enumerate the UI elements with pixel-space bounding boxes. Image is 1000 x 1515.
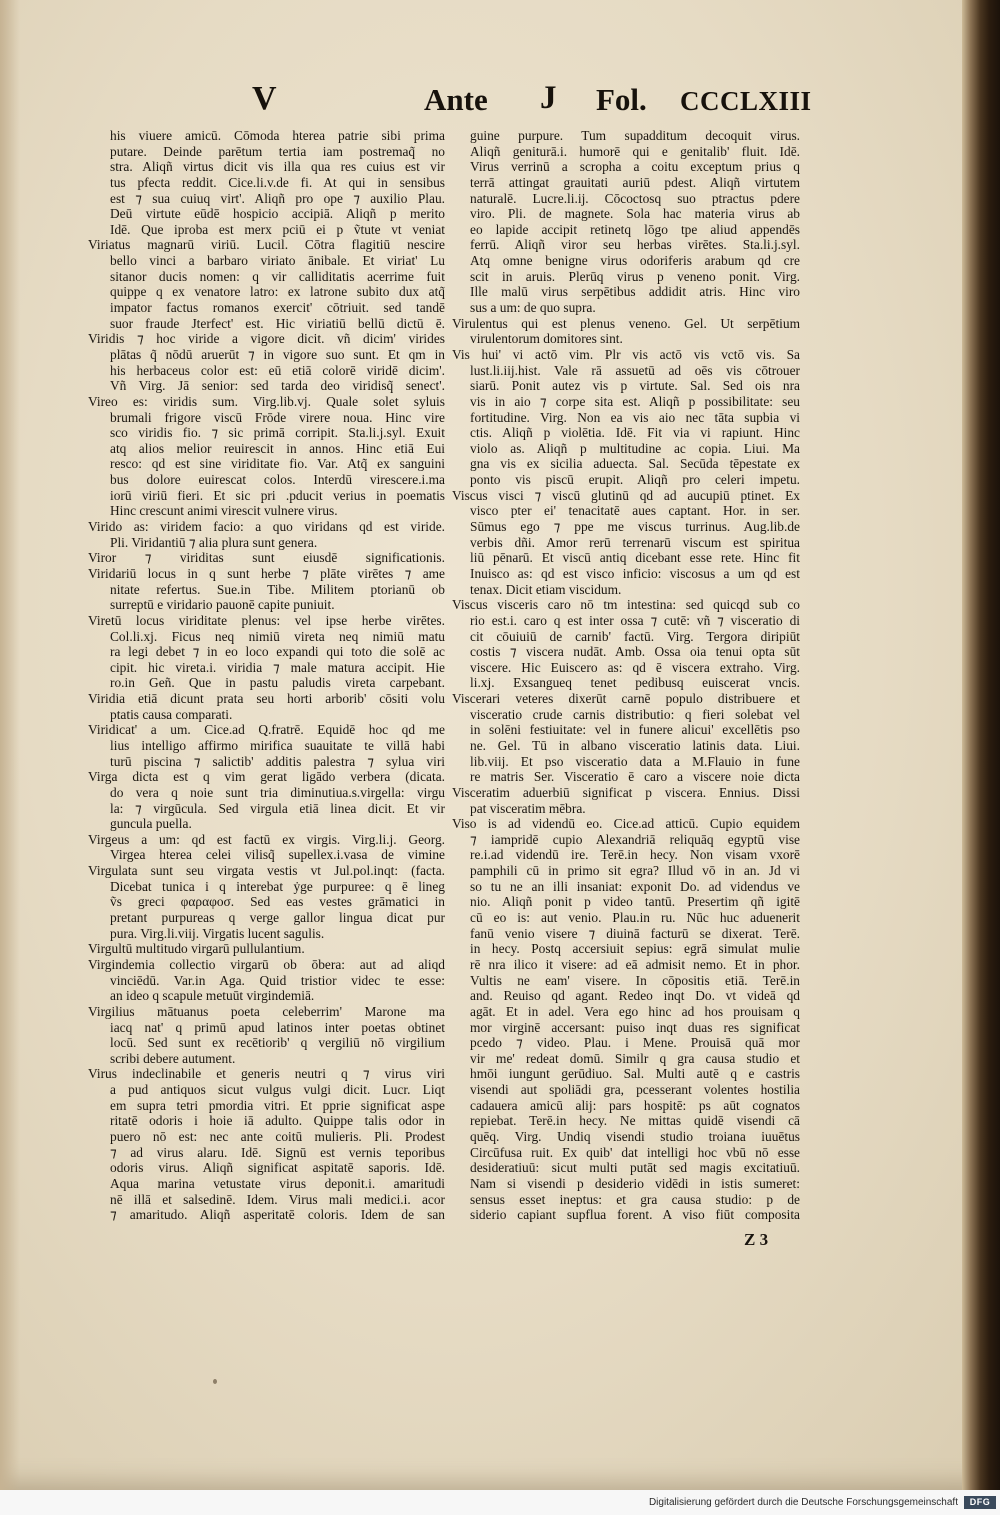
dictionary-entry <box>88 394 445 519</box>
text-line: Ille malū virus serpētibus addidit atris. Hinc viro <box>470 284 800 300</box>
text-line: re.i.ad videndū ire. Terē.in hecy. Non visam vxorē <box>470 847 800 863</box>
text-line: viro. Pli. de magnete. Sola hac materia virus ab <box>470 206 800 222</box>
dictionary-entry <box>88 519 445 550</box>
text-line: Aliqñ geniturā.i. humorē qui e genitalib' fluit. Idē. <box>470 143 800 159</box>
text-line: puero nō est: nec ante coitū mulieris. Pli. Prodest <box>110 1129 445 1144</box>
text-line: do vera q noie sunt tria diminutiua.s.virgella: virgu <box>110 784 445 800</box>
text-line: Sūmus ego ⁊ ppe me viscus turrinus. Aug.lib.de <box>470 519 800 535</box>
text-line: scribi debere autument. <box>110 1050 236 1066</box>
text-line: lib.viij. Et pso visceratio data a M.Flauio in fune <box>470 753 800 769</box>
text-line: agāt. Et in adel. Vera ego hinc ad hos prouisam q <box>470 1003 800 1019</box>
dictionary-entry <box>452 597 800 691</box>
text-line: em supra tetri pmordia vitri. Et pprie significat aspe <box>110 1097 445 1113</box>
funding-notice: Digitalisierung gefördert durch die Deutsche Forschungsgemeinschaft <box>648 1497 958 1508</box>
text-line: desideratiuū: sicut multi putāt sed magis excitatiuū. <box>470 1160 800 1176</box>
text-line: his herbaceus color est: eū etiā colorē viridē dicim'. <box>110 362 445 378</box>
text-line: sitanor ducis nomen: q vir calliditatis acerrime fuit <box>110 268 445 284</box>
folio-label: Fol. <box>596 82 647 117</box>
text-line: Atq omne benigne virus odoriferis arabum qd cre <box>470 253 800 269</box>
text-line: eo lapide accipit retinetq lōgo tpe aliud appendēs <box>470 221 800 237</box>
dictionary-entry <box>452 691 800 785</box>
entry-headline: Virga dicta est q vim gerat ligādo verbera (dicata. <box>88 769 445 785</box>
text-line: Hinc crescunt animi virescit vulnere virus. <box>110 503 338 519</box>
text-line: cit cōuiuiū de carnib' factū. Virg. Tergora diripiūt <box>470 628 800 644</box>
entry-headline: Virgultū multitudo virgarū pullulantium. <box>88 941 305 957</box>
text-line: stra. Aliqñ virtus dicit vis illa qua res cuius est vir <box>110 159 445 175</box>
entry-headline: Viscus visci ⁊ viscū glutinū qd ad aucupiū ptinet. Ex <box>452 487 800 503</box>
dictionary-entry <box>88 941 445 957</box>
text-line: siarū. Ponit autez vis p virtute. Sal. Sed ois nra <box>470 378 800 394</box>
text-line: plātas q̃ nōdū aruerūt ⁊ in vigore suo sunt. Et qm in <box>110 346 445 362</box>
running-head-letter-2: J <box>540 80 557 116</box>
folio-number: CCCLXIII <box>680 86 812 116</box>
dictionary-entry <box>452 316 800 347</box>
text-line: Virgea hterea celei vilisq̃ supellex.i.vasa de vimine <box>110 847 445 863</box>
entry-continuation <box>88 128 445 237</box>
entry-headline: Viso is ad videndū eo. Cice.ad atticū. Cupio equidem <box>452 816 800 832</box>
entry-continuation <box>452 128 800 316</box>
entry-headline: Vis hui' vi actō vim. Plr vis actō vis vctō vis. Sa <box>452 346 800 362</box>
dictionary-entry <box>88 550 445 566</box>
entry-headline: Virulentus qui est plenus veneno. Gel. Ut serpētium <box>452 315 800 331</box>
page-left-edge <box>0 0 20 1490</box>
entry-headline: Virgulata sunt seu virgata vestis vt Jul.pol.inqt: (facta. <box>88 863 445 879</box>
text-line: impator factus romanos exercit' cōtriuit. sed tandē <box>110 300 445 316</box>
entry-headline: Viridariū locus in q sunt herbe ⁊ plāte virētes ⁊ ame <box>88 565 445 581</box>
text-line: visceratio crude carnis distributio: q fieri solebat vel <box>470 706 800 722</box>
text-line: vir me' redeat domū. Similr q gra causa studio et <box>470 1050 800 1066</box>
text-line: rē nra ilico it visere: ad eā admisit nemo. Et in phor. <box>470 956 800 972</box>
text-line: costis ⁊ viscera nudāt. Amb. Ossa oia tenui opta sūt <box>470 644 800 660</box>
left-text-column <box>88 128 445 1223</box>
entry-headline: Viror ⁊ viriditas sunt eiusdē significationis. <box>88 550 445 566</box>
text-line: Dicebat tunica i q interebat ẏge purpuree: q ē lineg <box>110 878 445 894</box>
text-line: fortitudine. Virg. Non ea vis aio nec tāta supbia vi <box>470 409 800 425</box>
entry-headline: Virgeus a um: qd est factū ex virgis. Virg.li.j. Georg. <box>88 831 445 847</box>
text-line: his viuere amicū. Cōmoda hterea patrie sibi prima <box>110 128 445 143</box>
text-line: Virus verrinū a scropha a coitu exceptum prius q <box>470 159 800 175</box>
footer-strip <box>0 1490 1000 1515</box>
text-line: gna vis ex sicilia aduecta. Sal. Secūda tēpestate ex <box>470 456 800 472</box>
text-line: cadauera amicū alij: pars hospitē: ps aūt cognatos <box>470 1097 800 1113</box>
entry-headline: Viscerari veteres dixerūt carnē populo distribuere et <box>452 691 800 707</box>
text-line: nē illā et salsedinē. Idem. Virus mali medici.i. acor <box>110 1191 445 1207</box>
text-line: nio. Aliqñ ponit p video tantū. Presertim qñ igitē <box>470 894 800 910</box>
text-line: Aqua marina vetustate virus deponit.i. amaritudi <box>110 1175 445 1191</box>
text-line: visco pter ei' tenacitatē aues captant. Hor. in ser. <box>470 503 800 519</box>
dictionary-entry <box>88 832 445 863</box>
text-line: ra legi debet ⁊ in eo loco expandi qui toto die solē ac <box>110 644 445 660</box>
text-line: ctis. Aliqñ p violētia. Idē. Fit via vi rapiunt. Hinc <box>470 425 800 441</box>
text-line: surreptū e viridario pauonē capite puniuit. <box>110 597 335 613</box>
text-line: brumali frigore viscū Frōde virere noua. Hinc vire <box>110 409 445 425</box>
text-line: sensus esset ineptus: et gra causa studio: p de <box>470 1191 800 1207</box>
text-line: vinciēdū. Var.in Aga. Quid tristior videc te esse: <box>110 972 445 988</box>
text-line: Vultis ne eam' visere. In cōpositis etiā. Terē.in <box>470 972 800 988</box>
text-line: a pud antiquos sicut vulgus vulgi dicit. Lucr. Liqt <box>110 1082 445 1098</box>
text-line: and. Reuiso qd agant. Redeo inqt Do. vt videā qd <box>470 988 800 1004</box>
dictionary-entry <box>88 331 445 394</box>
text-line: ne. Gel. Tū in albano visceratio latinis data. Liui. <box>470 737 800 753</box>
text-line: cipit. hic vireta.i. viridia ⁊ male matura accipit. Hie <box>110 659 445 675</box>
text-line: sus a um: de quo supra. <box>470 300 596 316</box>
entry-headline: Virus indeclinabile et generis neutri q ⁊ virus viri <box>88 1066 445 1082</box>
text-line: est ⁊ sua cuiuq virt'. Aliqñ pro ope ⁊ auxilio Plau. <box>110 190 445 206</box>
entry-headline: Viridicat' a um. Cice.ad Q.fratrē. Equidē hoc qd me <box>88 722 445 738</box>
text-line: Circūfusa ruit. Ex quib' dat intelligi hoc vbū nō esse <box>470 1144 800 1160</box>
text-line: rio est.i. caro q est inter ossa ⁊ cutē: vñ ⁊ visceratio di <box>470 612 800 628</box>
entry-headline: Viridia etiā dicunt prata seu horti arborib' cōsiti volu <box>88 691 445 707</box>
text-line: visendi aut spoliādi gra, pcesserant volentes hostilia <box>470 1082 800 1098</box>
text-line: quēq. Virg. Undiq visendi studio troiana iuuētus <box>470 1129 800 1144</box>
entry-headline: Virgilius mātuanus poeta celeberrim' Marone ma <box>88 1003 445 1019</box>
entry-headline: Vireo es: viridis sum. Virg.lib.vj. Quale solet syluis <box>88 393 445 409</box>
text-line: ritatē odoris i hoie iā adulto. Quippe talis odor in <box>110 1113 445 1129</box>
text-line: tus pfecta reddit. Cice.li.v.de fi. At qui in sensibus <box>110 174 445 190</box>
text-line: Vñ Virg. Jā senior: sed tarda deo viridisq̃ senect'. <box>110 378 445 394</box>
text-line: mor virginē accersant: puiso inqt duas res significat <box>470 1019 800 1035</box>
text-line: Deū virtute eūdē hospicio accipiā. Aliqñ p merito <box>110 206 445 222</box>
text-line: Inuisco as: qd est visco inficio: viscosus a um qd est <box>470 565 800 581</box>
text-line: lius intelligo affirmo mirifica suauitate te villā habi <box>110 737 445 753</box>
text-line: suor fraude Jterfect' est. Hic viriatiū bellū dictū ē. <box>110 315 445 331</box>
entry-headline: Viridis ⁊ hoc viride a vigore dicit. vñ dicim' virides <box>88 331 445 347</box>
text-line: ⁊ ad virus alaru. Idē. Signū est vernis teporibus <box>110 1144 445 1160</box>
running-head-letter: V <box>252 80 277 117</box>
text-line: li.xj. Exsangueq tenet pedibusq euiscerat vncis. <box>470 675 800 691</box>
text-line: viscere. Hic Euiscero as: qd ē viscera extraho. Virg. <box>470 659 800 675</box>
text-line: an ideo q scapule metuūt virgindemiā. <box>110 988 315 1004</box>
text-line: in hecy. Postq accersiuit sepius: egrā simulat mulie <box>470 941 800 957</box>
book-binding-edge <box>962 0 1000 1490</box>
text-line: ⁊ iampridē cupio Alexandriā reliquāq egyptū vise <box>470 831 800 847</box>
dictionary-entry <box>88 691 445 722</box>
entry-headline: Visceratim aduerbiū significat p viscera. Ennius. Dissi <box>452 784 800 800</box>
text-line: ptatis causa comparati. <box>110 706 233 722</box>
text-line: vis in aio ⁊ corpe sita est. Aliqñ p possibilitate: seu <box>470 393 800 409</box>
text-line: odoris virus. Aliqñ significat aspitatē saporis. Idē. <box>110 1160 445 1176</box>
text-line: locū. Sed sunt ex recētiorib' q vergiliū nō virgilium <box>110 1035 445 1051</box>
text-line: tenax. Dicit etiam viscidum. <box>470 581 622 597</box>
dictionary-entry <box>452 816 800 1223</box>
dictionary-entry <box>88 237 445 331</box>
text-line: nitate refertus. Sue.in Tibe. Militem ptorianū ob <box>110 581 445 597</box>
text-line: putare. Deinde parētum tertia iam postremaq̃ no <box>110 143 445 159</box>
entry-headline: Viscus visceris caro nō tm intestina: sed quicqd sub co <box>452 597 800 613</box>
text-line: lust.li.iij.hist. Vale rā assuetū ad oēs vis cōtrouer <box>470 362 800 378</box>
text-line: repiebat. Terē.in hecy. Ne mittas quidē visendi cā <box>470 1113 800 1129</box>
entry-headline: Virido as: viridem facio: a quo viridans qd est viride. <box>88 519 445 535</box>
text-line: guncula puella. <box>110 816 192 832</box>
dictionary-entry <box>88 613 445 691</box>
text-line: ferrū. Aliqñ viror seu herbas virētes. Sta.li.j.syl. <box>470 237 800 253</box>
text-line: iacq nat' q primū apud latinos inter poetas obtinet <box>110 1019 445 1035</box>
text-line: iorū viriū fieri. Et sic pri .pducit verius in poematis <box>110 487 445 503</box>
dfg-logo-icon: DFG <box>964 1496 996 1509</box>
text-line: pretant purpureas q verge gallor lingua dicat pur <box>110 910 445 926</box>
text-line: bus dolore euirescat colos. Interdū virescere.i.ma <box>110 472 445 488</box>
text-line: Col.li.xj. Ficus neq nimiū vireta neq nimiū matu <box>110 628 445 644</box>
text-line: cū eo is: aut venio. Plau.in ru. Nūc huc aduenerit <box>470 910 800 926</box>
text-line: fanū venio visere ⁊ diuinā facturū se dixerat. Terē. <box>470 925 800 941</box>
text-line: pura. Virg.li.viij. Virgatis lucent sagulis. <box>110 925 325 941</box>
text-line: in solēni festiuitate: vel in funere alicui' excellētis pso <box>470 722 800 738</box>
dictionary-entry <box>452 785 800 816</box>
text-line: naturalē. Lucre.li.ij. Cōcoctosq suo ptractus pdere <box>470 190 800 206</box>
text-line: ponto vis piscū erupit. Aliqñ pro celeri impetu. <box>470 472 800 488</box>
entry-headline: Viriatus magnarū viriū. Lucil. Cōtra flagitiū nescire <box>88 237 445 253</box>
text-line: virulentorum domitores sint. <box>470 331 623 347</box>
text-line: so tu ne an illi insaniat: exponit Do. ad videndus ve <box>470 878 800 894</box>
text-line: terrā attingat grauitati auriū pdest. Aliqñ virtutem <box>470 174 800 190</box>
entry-headline: Virgindemia collectio virgarū ob ōbera: aut ad aliqd <box>88 956 445 972</box>
text-line: atq alios melior reuirescit in annos. Hinc etiā Eui <box>110 440 445 456</box>
text-line: re matris Ser. Visceratio ē caro a viscere noie dicta <box>470 769 800 785</box>
text-line: la: ⁊ virgūcula. Sed virgula etiā linea dicit. Et vir <box>110 800 445 816</box>
dictionary-entry <box>452 488 800 597</box>
dictionary-entry <box>88 722 445 769</box>
text-line: sco viridis fio. ⁊ sic primā corripit. Sta.li.j.syl. Exuit <box>110 425 445 441</box>
text-line: Nam si visendi p desiderio vidēdi in istis sumeret: <box>470 1175 800 1191</box>
text-line: quippe q ex venatore latro: ex latrone subito dux atq̃ <box>110 284 445 300</box>
text-line: verbis dñi. Amor rerū terrenarū viscum est spiritua <box>470 534 800 550</box>
running-head-word: Ante <box>424 82 488 117</box>
text-line: ro.in Geñ. Que in pastu paludis vireta carpebant. <box>110 675 445 691</box>
dictionary-entry <box>452 347 800 488</box>
text-line: ṽs greci φαραφοσ. Sed eas vestes grāmatici in <box>110 894 445 910</box>
text-line: hmōi iungunt gerūdiuo. Sal. Multi autē q e castris <box>470 1066 800 1082</box>
text-line: resco: qd est sine viriditate fio. Var. Atq̃ ex sanguini <box>110 456 445 472</box>
dictionary-entry <box>88 957 445 1004</box>
text-line: violo as. Aliqñ p multitudine ac copia. Liui. Ma <box>470 440 800 456</box>
right-text-column <box>452 128 800 1223</box>
signature-mark: Z 3 <box>744 1230 769 1249</box>
text-line: scit in aruis. Plerūq virus p veneno ponit. Virg. <box>470 268 800 284</box>
dictionary-entry <box>88 1004 445 1067</box>
text-line: siderio capiant supflua forent. A viso fiūt composita <box>470 1207 800 1223</box>
text-line: pcedo ⁊ video. Plau. i Mene. Prouisā quā mor <box>470 1035 800 1051</box>
text-line: pat visceratim mēbra. <box>470 800 586 816</box>
text-line: liū pēnarū. Et viscū antiq dicebant esse rete. Hinc fit <box>470 550 800 566</box>
text-line: guine purpure. Tum supadditum decoquit virus. <box>470 128 800 143</box>
paper-speck <box>213 1379 217 1384</box>
text-line: Idē. Que iproba est merx pciū ei p ṽtute vt veniat <box>110 221 445 237</box>
dictionary-entry <box>88 769 445 832</box>
text-line: pamphili cū in primo sit egra? Illud vō in an. Jd vi <box>470 863 800 879</box>
text-line: Pli. Viridantiū ⁊ alia plura sunt genera. <box>110 534 318 550</box>
text-line: turū piscina ⁊ salictib' additis palestra ⁊ sylua viri <box>110 753 445 769</box>
entry-headline: Viretū locus viriditate plenus: vel ipse herbe virētes. <box>88 612 445 628</box>
dictionary-entry <box>88 863 445 941</box>
dictionary-entry <box>88 566 445 613</box>
dictionary-entry <box>88 1066 445 1222</box>
text-line: bello vinci a barbaro viriato ānibale. Et viriat' Lu <box>110 253 445 269</box>
text-line: ⁊ amaritudo. Aliqñ asperitatē coloris. Idem de san <box>110 1207 445 1223</box>
